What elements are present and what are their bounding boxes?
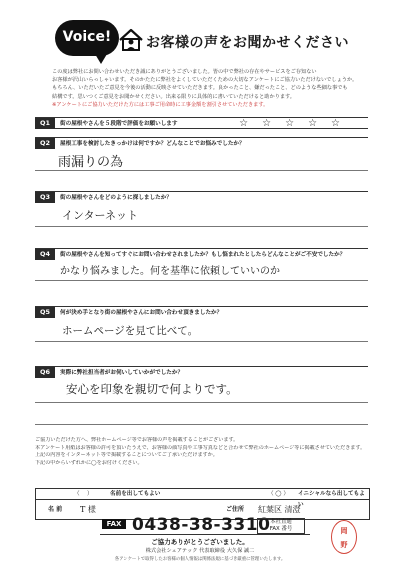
answer-rule xyxy=(35,170,368,171)
intro-line: もちろん、いただいたご意見を今後の活動に反映させていただきます。良かったこと、嫌だったこと、どのような些細な事でも xyxy=(52,85,348,92)
star-icon[interactable]: ☆ xyxy=(285,118,309,129)
answer-text: ホームページを見て比べて。 xyxy=(62,325,199,337)
answer-rule xyxy=(35,402,368,403)
privacy-note: 各アンケートで取得したお客様の個人情報は関係法規に基づき厳重に管理いたします。 xyxy=(114,557,286,562)
answer-text: 安心を印象を親切で何よりです。 xyxy=(66,382,238,396)
name-option-circle[interactable]: （ ） xyxy=(74,491,93,497)
question-text: 何が決め手となり街の屋根やさんにお問い合わせ頂きましたか？ xyxy=(60,310,223,316)
fax-note xyxy=(257,518,305,534)
page-title: お客様の声をお聞かせください xyxy=(146,35,349,51)
consent-line: ご協力いただけた方へ、弊社ホームページ等でお客様の声を掲載することがございます。 xyxy=(35,437,239,443)
intro-line: お客様が沢山いらっしゃいます。そのかたたに弊社をよくしていただくための大切なアンケートにご協力いただけないでしょうか。 xyxy=(52,77,358,84)
question-header xyxy=(35,191,368,203)
thanks-message: ご協力ありがとうございました。 xyxy=(151,538,249,546)
answer-rule xyxy=(35,424,368,425)
question-5 xyxy=(35,306,368,318)
answer-text: 雨漏りの為 xyxy=(58,155,124,170)
question-2 xyxy=(35,137,368,149)
answer-rule xyxy=(35,341,368,342)
fax-underline xyxy=(100,534,310,535)
seal-stamp xyxy=(331,520,357,554)
fax-badge: FAX xyxy=(102,519,126,529)
consent-line: 下記の中からいずれかに◯をお付けください。 xyxy=(35,459,143,466)
name-option-label: 名前を出してもよい xyxy=(110,491,161,497)
intro-line: 結構です。思いつくご意見をお聞かせください。出来る限りに具体的に書いていただけると助かります。 xyxy=(52,93,295,100)
initial-option-circle[interactable]: （ ◯ ） xyxy=(268,491,290,497)
question-3 xyxy=(35,191,368,203)
question-header xyxy=(35,366,368,378)
intro-text xyxy=(52,68,372,109)
name-field[interactable]: T 様 xyxy=(80,505,96,514)
question-number: Q6 xyxy=(35,367,55,378)
question-header xyxy=(35,137,368,149)
question-number: Q4 xyxy=(35,249,55,260)
question-number: Q1 xyxy=(35,118,55,129)
company-name: 株式会社シェアテック 代表取締役 大久保 誠二 xyxy=(145,548,255,554)
fax-note-line: FAX 番号 xyxy=(269,526,293,532)
name-label: 名 前 xyxy=(48,506,63,513)
answer-text: かなり悩みました。何を基準に依頼していいのか xyxy=(60,266,280,277)
address-label: ご住所 xyxy=(226,506,245,513)
initial-option-label: イニシャルなら出してもよい xyxy=(298,491,365,508)
question-header xyxy=(35,248,368,260)
intro-line: この度は弊社にお問い合わせいただき誠にありがとうございました。皆の中で弊社の存在やサービスをご存知ない xyxy=(52,69,317,75)
question-1 xyxy=(35,117,368,129)
star-icon[interactable]: ☆ xyxy=(262,118,286,129)
consent-line: 本アンケート用紙はお客様の許可を頂いたうえで、お客様の顔写真や工事写真などと合わせて弊社のホームページ等に掲載させていただきます。 xyxy=(35,444,366,451)
question-text: 実際に弊社担当者がお伺いしていかがでしたか？ xyxy=(60,370,184,376)
question-header xyxy=(35,306,368,318)
question-text: 屋根工事を検討したきっかけは何ですか？どんなことでお悩みでしたか？ xyxy=(60,141,245,147)
question-number: Q2 xyxy=(35,138,55,149)
question-text: 街の屋根やさんをどのように探しましたか？ xyxy=(60,195,172,201)
house-with-person-icon xyxy=(118,28,144,52)
consent-text xyxy=(35,437,370,467)
discount-note: ※アンケートにご協力いただけた方には工事ご用命時に工事金額を割引させていただきます。 xyxy=(52,101,269,108)
star-icon[interactable]: ☆ xyxy=(308,118,332,129)
rating-stars[interactable] xyxy=(239,118,354,129)
stamp-char: 岡 xyxy=(340,526,348,535)
star-icon[interactable]: ☆ xyxy=(239,118,263,129)
voice-badge-text: Voice! xyxy=(62,29,112,45)
question-4 xyxy=(35,248,368,260)
question-number: Q3 xyxy=(35,192,55,203)
question-6 xyxy=(35,366,368,378)
stamp-char: 野 xyxy=(340,540,348,549)
question-header xyxy=(35,117,368,129)
answer-rule xyxy=(35,280,368,281)
permission-options xyxy=(36,489,369,508)
consent-line: 上記の内容をインターネット等で掲載することについてご了承いただけますか。 xyxy=(35,452,218,459)
question-number: Q5 xyxy=(35,307,55,318)
fax-note-line: 本社直通 xyxy=(270,519,292,525)
fax-number: 0438-38-3310 xyxy=(132,515,271,535)
star-icon[interactable]: ☆ xyxy=(331,118,354,129)
address-field[interactable]: 紅葉区 清澄 xyxy=(258,505,301,514)
question-text: 街の屋根やさんを５段階で評価をお願いします xyxy=(60,121,178,127)
answer-rule xyxy=(35,226,368,227)
question-text: 街の屋根やさんを知ってすぐにお問い合わせされましたか？もし悩まれたとしたらどんなことがご不安でしたか？ xyxy=(60,252,346,258)
answer-text: インターネット xyxy=(62,209,139,222)
